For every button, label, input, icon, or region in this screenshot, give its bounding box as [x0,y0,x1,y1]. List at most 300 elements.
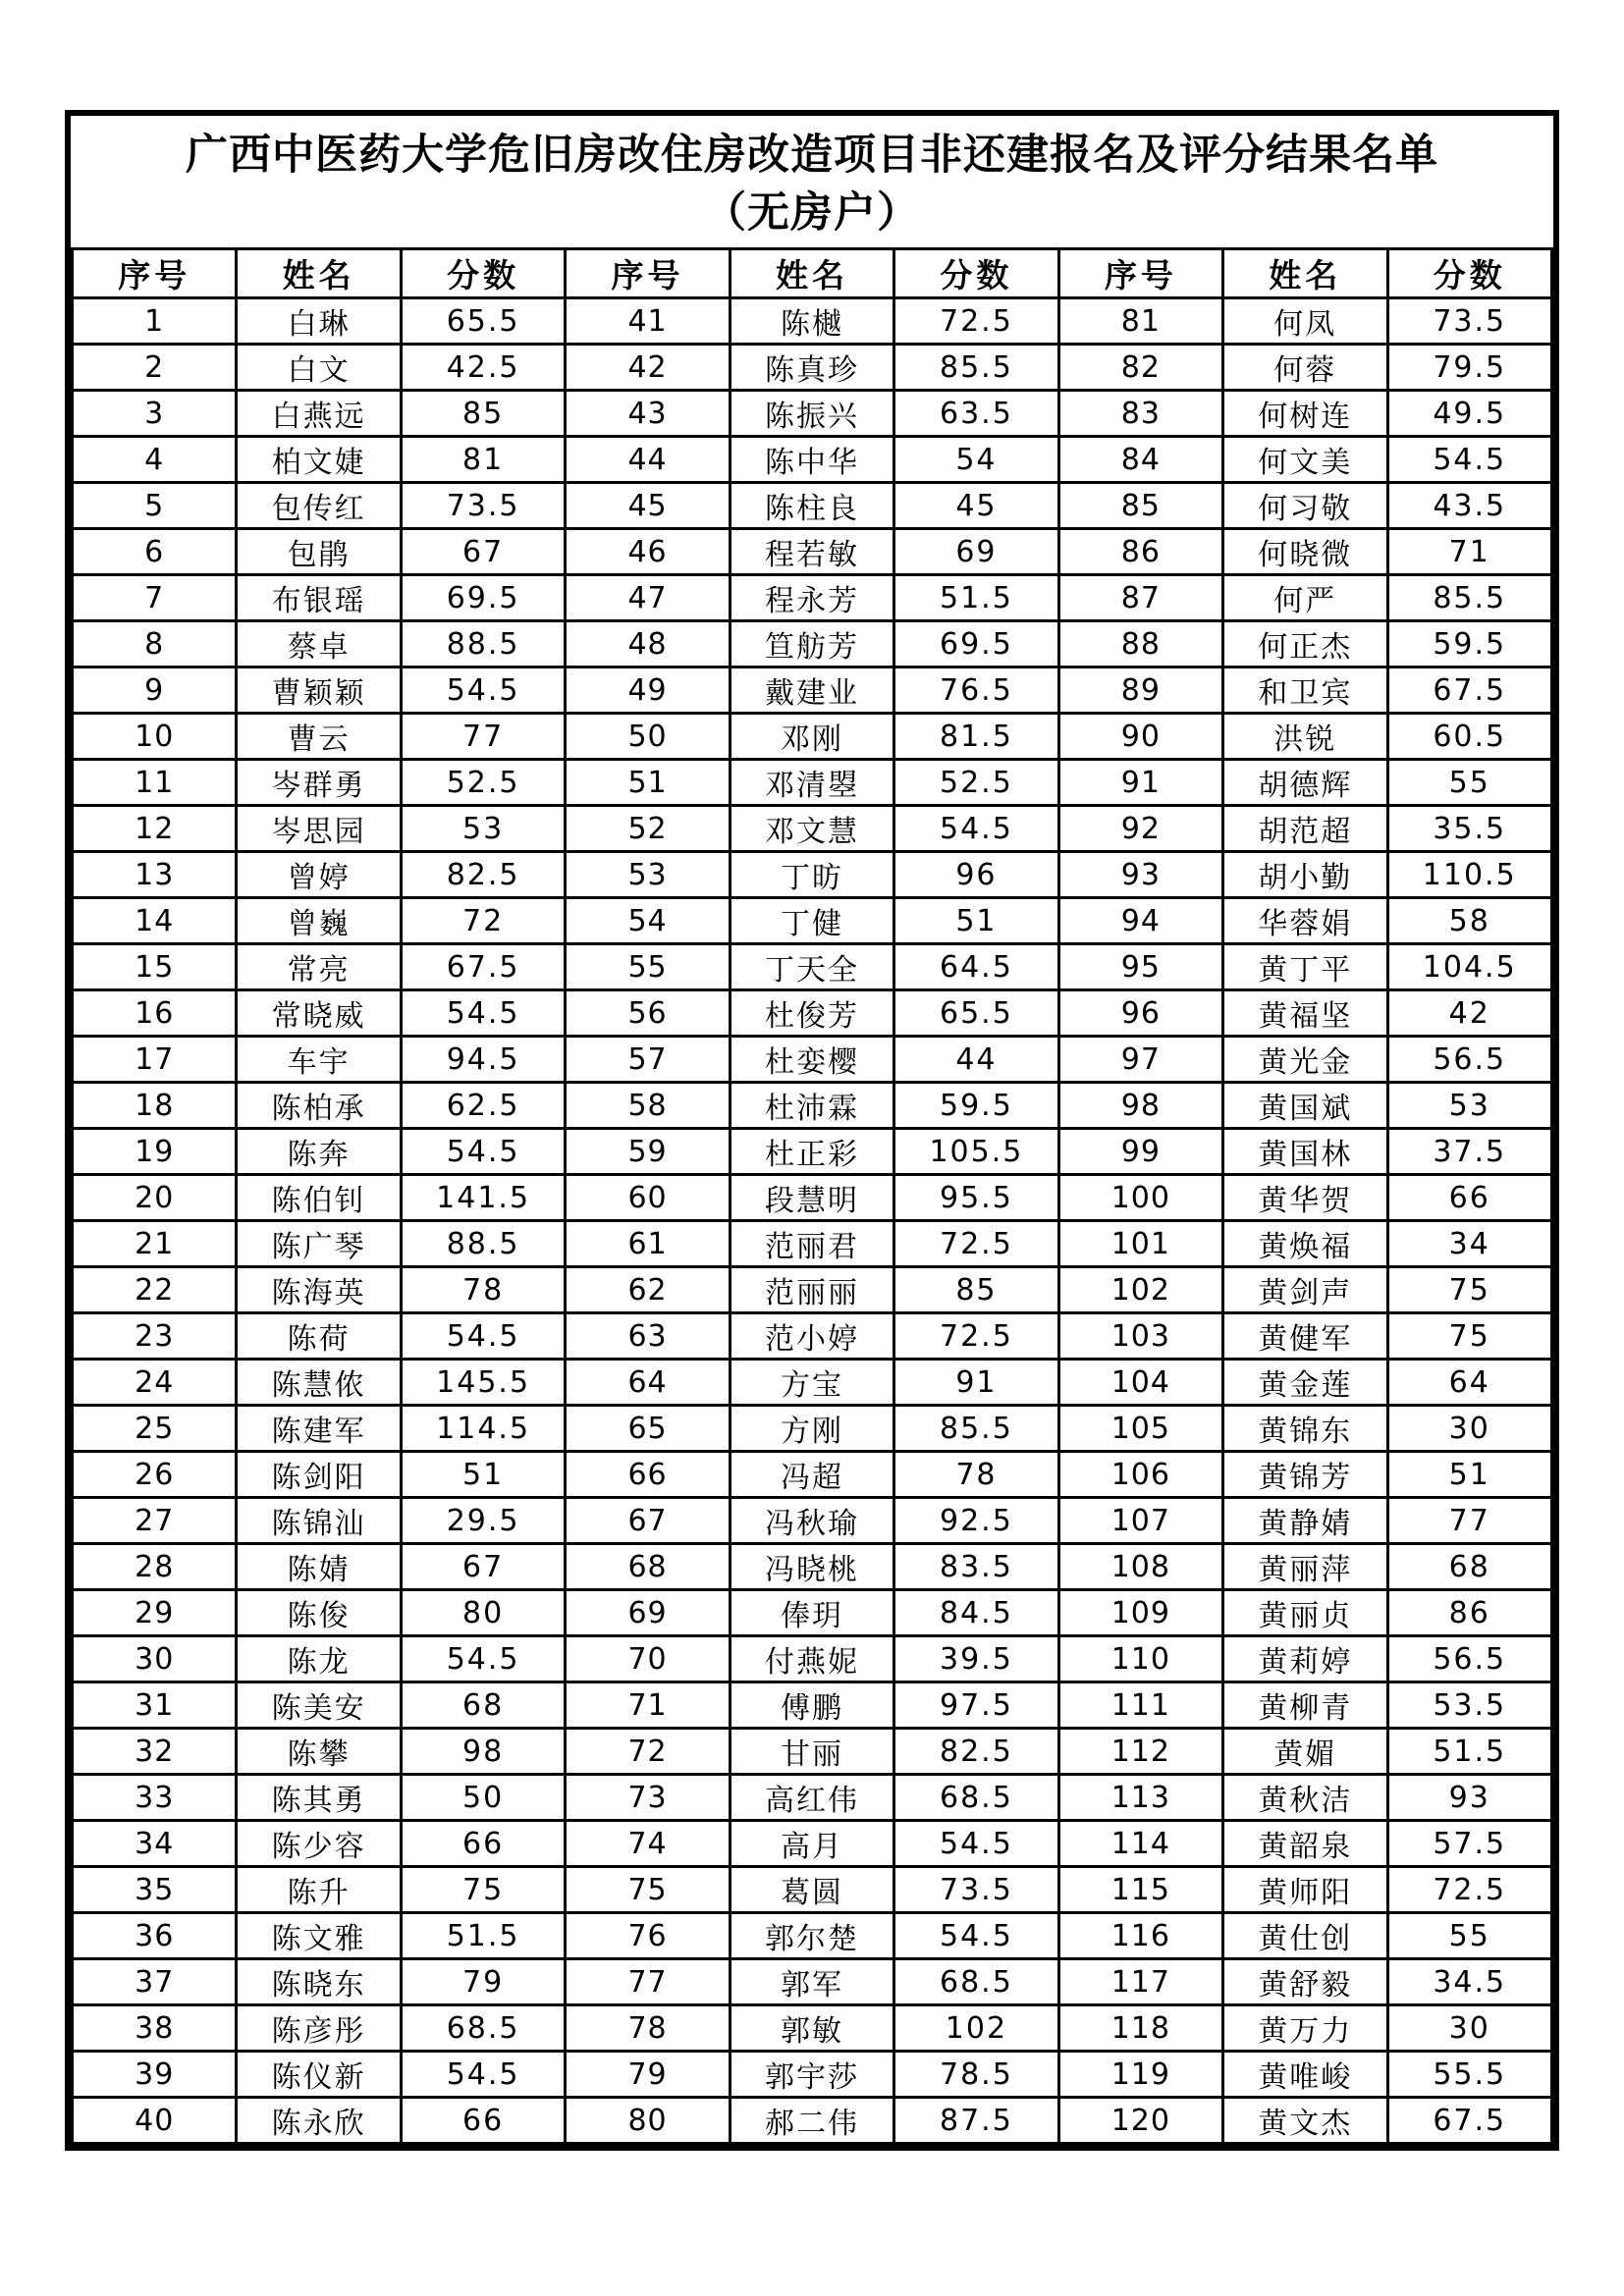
cell-name: 陈振兴 [730,391,893,437]
cell-index: 94 [1058,898,1222,944]
cell-name: 蔡卓 [237,621,401,667]
cell-index: 28 [73,1544,237,1590]
cell-score: 52.5 [894,760,1058,806]
cell-name: 何正杰 [1223,621,1387,667]
cell-name: 黄媚 [1223,1729,1387,1775]
cell-name: 和卫宾 [1223,667,1387,714]
cell-index: 13 [73,852,237,898]
cell-name: 陈真珍 [730,345,893,391]
cell-score: 105.5 [894,1129,1058,1175]
table-row [73,1821,1552,1867]
cell-score: 87.5 [894,2098,1058,2144]
cell-score: 86 [1387,1590,1552,1636]
cell-name: 邓清曌 [730,760,893,806]
cell-index: 22 [73,1267,237,1313]
cell-score: 75 [401,1867,565,1913]
cell-score: 72 [401,898,565,944]
cell-index: 26 [73,1452,237,1498]
cell-name: 郭敏 [730,2005,893,2052]
cell-name: 胡小勤 [1223,852,1387,898]
cell-score: 51 [1387,1452,1552,1498]
cell-name: 陈永欣 [237,2098,401,2144]
table-row [73,760,1552,806]
cell-index: 4 [73,437,237,483]
cell-name: 笪舫芳 [730,621,893,667]
cell-index: 67 [566,1498,730,1544]
cell-index: 104 [1058,1360,1222,1406]
cell-score: 81 [401,437,565,483]
cell-name: 黄师阳 [1223,1867,1387,1913]
cell-score: 88.5 [401,621,565,667]
cell-name: 戴建业 [730,667,893,714]
cell-index: 37 [73,1959,237,2005]
cell-index: 51 [566,760,730,806]
table-row [73,2005,1552,2052]
cell-index: 91 [1058,760,1222,806]
cell-score: 54.5 [401,990,565,1037]
cell-name: 丁天全 [730,944,893,990]
table-row [73,1544,1552,1590]
cell-index: 120 [1058,2098,1222,2144]
table-row [73,1959,1552,2005]
cell-score: 51.5 [401,1913,565,1959]
cell-index: 116 [1058,1913,1222,1959]
cell-score: 51.5 [894,575,1058,621]
cell-score: 55 [1387,1913,1552,1959]
table-row [73,437,1552,483]
cell-index: 17 [73,1037,237,1083]
cell-index: 16 [73,990,237,1037]
cell-index: 105 [1058,1406,1222,1452]
cell-name: 何文美 [1223,437,1387,483]
table-row [73,575,1552,621]
cell-score: 51 [401,1452,565,1498]
cell-index: 103 [1058,1313,1222,1360]
cell-score: 76.5 [894,667,1058,714]
cell-name: 陈美安 [237,1682,401,1729]
table-row [73,483,1552,529]
cell-score: 53 [401,806,565,852]
cell-name: 白燕远 [237,391,401,437]
cell-index: 57 [566,1037,730,1083]
cell-name: 常亮 [237,944,401,990]
cell-name: 范小婷 [730,1313,893,1360]
cell-name: 程若敏 [730,529,893,575]
cell-score: 95.5 [894,1175,1058,1221]
cell-name: 洪锐 [1223,714,1387,760]
column-header-score: 分数 [1387,249,1552,298]
cell-index: 79 [566,2052,730,2098]
cell-score: 54.5 [894,1913,1058,1959]
cell-index: 69 [566,1590,730,1636]
cell-index: 117 [1058,1959,1222,2005]
cell-name: 陈龙 [237,1636,401,1682]
cell-name: 白文 [237,345,401,391]
cell-score: 54.5 [401,2052,565,2098]
cell-index: 99 [1058,1129,1222,1175]
cell-index: 88 [1058,621,1222,667]
cell-score: 72.5 [894,298,1058,345]
cell-score: 51 [894,898,1058,944]
cell-score: 77 [1387,1498,1552,1544]
table-row [73,1313,1552,1360]
cell-name: 陈文雅 [237,1913,401,1959]
cell-score: 78 [894,1452,1058,1498]
table-row [73,898,1552,944]
cell-name: 陈剑阳 [237,1452,401,1498]
table-row [73,667,1552,714]
cell-name: 郭尔楚 [730,1913,893,1959]
cell-score: 73.5 [401,483,565,529]
cell-score: 83.5 [894,1544,1058,1590]
document-sheet [65,110,1559,2151]
cell-name: 陈仪新 [237,2052,401,2098]
cell-score: 39.5 [894,1636,1058,1682]
cell-index: 50 [566,714,730,760]
cell-index: 96 [1058,990,1222,1037]
cell-index: 20 [73,1175,237,1221]
cell-name: 柏文婕 [237,437,401,483]
cell-score: 114.5 [401,1406,565,1452]
cell-name: 郭宇莎 [730,2052,893,2098]
cell-index: 68 [566,1544,730,1590]
cell-index: 41 [566,298,730,345]
cell-index: 107 [1058,1498,1222,1544]
cell-name: 黄剑声 [1223,1267,1387,1313]
cell-score: 59.5 [894,1083,1058,1129]
cell-name: 杜沛霖 [730,1083,893,1129]
cell-score: 68.5 [894,1959,1058,2005]
cell-score: 94.5 [401,1037,565,1083]
cell-score: 73.5 [1387,298,1552,345]
cell-name: 陈攀 [237,1729,401,1775]
cell-score: 92.5 [894,1498,1058,1544]
cell-index: 34 [73,1821,237,1867]
cell-name: 黄静婧 [1223,1498,1387,1544]
cell-name: 陈俊 [237,1590,401,1636]
cell-score: 145.5 [401,1360,565,1406]
cell-score: 42.5 [401,345,565,391]
cell-index: 86 [1058,529,1222,575]
cell-score: 52.5 [401,760,565,806]
cell-name: 何习敬 [1223,483,1387,529]
cell-index: 2 [73,345,237,391]
cell-name: 华蓉娟 [1223,898,1387,944]
table-row [73,1175,1552,1221]
cell-index: 78 [566,2005,730,2052]
cell-score: 68 [401,1682,565,1729]
cell-score: 53 [1387,1083,1552,1129]
cell-score: 85 [401,391,565,437]
cell-index: 29 [73,1590,237,1636]
cell-score: 97.5 [894,1682,1058,1729]
cell-name: 黄文杰 [1223,2098,1387,2144]
cell-index: 33 [73,1775,237,1821]
cell-index: 92 [1058,806,1222,852]
cell-score: 43.5 [1387,483,1552,529]
cell-score: 71 [1387,529,1552,575]
cell-score: 72.5 [1387,1867,1552,1913]
cell-score: 85.5 [1387,575,1552,621]
cell-name: 傅鹏 [730,1682,893,1729]
cell-score: 110.5 [1387,852,1552,898]
score-table-head [73,249,1552,298]
cell-score: 45 [894,483,1058,529]
cell-name: 包传红 [237,483,401,529]
cell-name: 曾巍 [237,898,401,944]
cell-score: 50 [401,1775,565,1821]
cell-score: 34.5 [1387,1959,1552,2005]
column-header-score: 分数 [894,249,1058,298]
cell-index: 97 [1058,1037,1222,1083]
cell-index: 65 [566,1406,730,1452]
table-row [73,714,1552,760]
cell-name: 冯秋瑜 [730,1498,893,1544]
cell-name: 方宝 [730,1360,893,1406]
cell-name: 何蓉 [1223,345,1387,391]
cell-name: 车宇 [237,1037,401,1083]
cell-name: 郭军 [730,1959,893,2005]
table-header-row [73,249,1552,298]
cell-name: 黄仕创 [1223,1913,1387,1959]
table-row [73,391,1552,437]
cell-name: 郝二伟 [730,2098,893,2144]
cell-name: 黄唯峻 [1223,2052,1387,2098]
cell-score: 81.5 [894,714,1058,760]
table-row [73,1498,1552,1544]
cell-score: 85.5 [894,1406,1058,1452]
table-row [73,345,1552,391]
cell-score: 69.5 [894,621,1058,667]
cell-score: 73.5 [894,1867,1058,1913]
cell-score: 102 [894,2005,1058,2052]
cell-score: 44 [894,1037,1058,1083]
table-row [73,1913,1552,1959]
cell-score: 49.5 [1387,391,1552,437]
cell-name: 陈慧侬 [237,1360,401,1406]
cell-name: 杜俊芳 [730,990,893,1037]
cell-score: 54.5 [1387,437,1552,483]
cell-name: 黄焕福 [1223,1221,1387,1267]
cell-index: 109 [1058,1590,1222,1636]
cell-name: 黄国林 [1223,1129,1387,1175]
cell-score: 78 [401,1267,565,1313]
cell-score: 93 [1387,1775,1552,1821]
document-title-block [71,116,1553,247]
cell-score: 77 [401,714,565,760]
cell-name: 陈升 [237,1867,401,1913]
cell-index: 84 [1058,437,1222,483]
cell-name: 付燕妮 [730,1636,893,1682]
table-row [73,1636,1552,1682]
cell-name: 陈伯钊 [237,1175,401,1221]
cell-index: 90 [1058,714,1222,760]
cell-score: 66 [401,2098,565,2144]
cell-index: 119 [1058,2052,1222,2098]
cell-index: 95 [1058,944,1222,990]
cell-score: 75 [1387,1313,1552,1360]
cell-index: 12 [73,806,237,852]
cell-score: 78.5 [894,2052,1058,2098]
cell-score: 60.5 [1387,714,1552,760]
cell-index: 3 [73,391,237,437]
cell-name: 黄福坚 [1223,990,1387,1037]
cell-index: 106 [1058,1452,1222,1498]
cell-name: 范丽君 [730,1221,893,1267]
cell-index: 11 [73,760,237,806]
table-row [73,2098,1552,2144]
cell-score: 68.5 [401,2005,565,2052]
cell-index: 55 [566,944,730,990]
cell-index: 60 [566,1175,730,1221]
cell-name: 何凤 [1223,298,1387,345]
cell-score: 66 [1387,1175,1552,1221]
cell-name: 黄金莲 [1223,1360,1387,1406]
table-row [73,944,1552,990]
cell-name: 曹云 [237,714,401,760]
cell-index: 43 [566,391,730,437]
table-row [73,1867,1552,1913]
cell-index: 42 [566,345,730,391]
cell-name: 范丽丽 [730,1267,893,1313]
cell-index: 45 [566,483,730,529]
cell-index: 77 [566,1959,730,2005]
cell-name: 胡范超 [1223,806,1387,852]
cell-name: 黄万力 [1223,2005,1387,2052]
cell-index: 108 [1058,1544,1222,1590]
cell-score: 55.5 [1387,2052,1552,2098]
table-row [73,1360,1552,1406]
cell-index: 74 [566,1821,730,1867]
cell-score: 98 [401,1729,565,1775]
cell-score: 67.5 [1387,667,1552,714]
table-row [73,1129,1552,1175]
cell-score: 29.5 [401,1498,565,1544]
column-header-name: 姓名 [1223,249,1387,298]
cell-score: 67 [401,529,565,575]
cell-name: 陈少容 [237,1821,401,1867]
cell-name: 黄韶泉 [1223,1821,1387,1867]
cell-score: 54.5 [894,1821,1058,1867]
cell-score: 37.5 [1387,1129,1552,1175]
cell-name: 陈海英 [237,1267,401,1313]
cell-index: 27 [73,1498,237,1544]
cell-index: 30 [73,1636,237,1682]
cell-index: 111 [1058,1682,1222,1729]
cell-name: 黄柳青 [1223,1682,1387,1729]
cell-index: 49 [566,667,730,714]
cell-index: 48 [566,621,730,667]
cell-index: 40 [73,2098,237,2144]
cell-name: 高月 [730,1821,893,1867]
cell-index: 112 [1058,1729,1222,1775]
cell-index: 75 [566,1867,730,1913]
cell-name: 陈柏承 [237,1083,401,1129]
cell-index: 10 [73,714,237,760]
cell-index: 76 [566,1913,730,1959]
cell-name: 陈广琴 [237,1221,401,1267]
cell-index: 46 [566,529,730,575]
table-row [73,1406,1552,1452]
cell-score: 56.5 [1387,1636,1552,1682]
cell-name: 岑群勇 [237,760,401,806]
cell-index: 101 [1058,1221,1222,1267]
cell-name: 甘丽 [730,1729,893,1775]
cell-name: 黄华贺 [1223,1175,1387,1221]
cell-name: 白琳 [237,298,401,345]
cell-name: 冯晓桃 [730,1544,893,1590]
cell-name: 陈婧 [237,1544,401,1590]
cell-index: 56 [566,990,730,1037]
cell-score: 79 [401,1959,565,2005]
cell-name: 陈柱良 [730,483,893,529]
cell-score: 82.5 [401,852,565,898]
cell-name: 黄丽贞 [1223,1590,1387,1636]
column-header-index: 序号 [1058,249,1222,298]
cell-index: 62 [566,1267,730,1313]
cell-index: 23 [73,1313,237,1360]
score-table-body [73,298,1552,2144]
cell-index: 98 [1058,1083,1222,1129]
table-row [73,806,1552,852]
cell-score: 69.5 [401,575,565,621]
cell-index: 115 [1058,1867,1222,1913]
cell-index: 81 [1058,298,1222,345]
cell-score: 62.5 [401,1083,565,1129]
table-row [73,1775,1552,1821]
cell-name: 陈其勇 [237,1775,401,1821]
cell-score: 68 [1387,1544,1552,1590]
cell-name: 程永芳 [730,575,893,621]
cell-index: 71 [566,1682,730,1729]
cell-index: 73 [566,1775,730,1821]
cell-name: 邓文慧 [730,806,893,852]
column-header-score: 分数 [401,249,565,298]
cell-index: 113 [1058,1775,1222,1821]
cell-score: 34 [1387,1221,1552,1267]
cell-index: 35 [73,1867,237,1913]
cell-score: 55 [1387,760,1552,806]
cell-index: 54 [566,898,730,944]
cell-name: 黄锦东 [1223,1406,1387,1452]
cell-name: 方刚 [730,1406,893,1452]
cell-index: 47 [566,575,730,621]
cell-name: 黄健军 [1223,1313,1387,1360]
column-header-name: 姓名 [730,249,893,298]
cell-score: 42 [1387,990,1552,1037]
cell-index: 7 [73,575,237,621]
cell-score: 67.5 [1387,2098,1552,2144]
cell-name: 杜娈樱 [730,1037,893,1083]
cell-score: 54.5 [401,1636,565,1682]
cell-index: 39 [73,2052,237,2098]
cell-score: 72.5 [894,1221,1058,1267]
cell-index: 87 [1058,575,1222,621]
cell-index: 8 [73,621,237,667]
cell-score: 82.5 [894,1729,1058,1775]
cell-score: 51.5 [1387,1729,1552,1775]
cell-score: 54 [894,437,1058,483]
cell-name: 黄丽萍 [1223,1544,1387,1590]
cell-index: 70 [566,1636,730,1682]
cell-index: 14 [73,898,237,944]
cell-name: 黄莉婷 [1223,1636,1387,1682]
table-row [73,1221,1552,1267]
cell-index: 25 [73,1406,237,1452]
cell-score: 85 [894,1267,1058,1313]
cell-score: 54.5 [894,806,1058,852]
cell-index: 15 [73,944,237,990]
